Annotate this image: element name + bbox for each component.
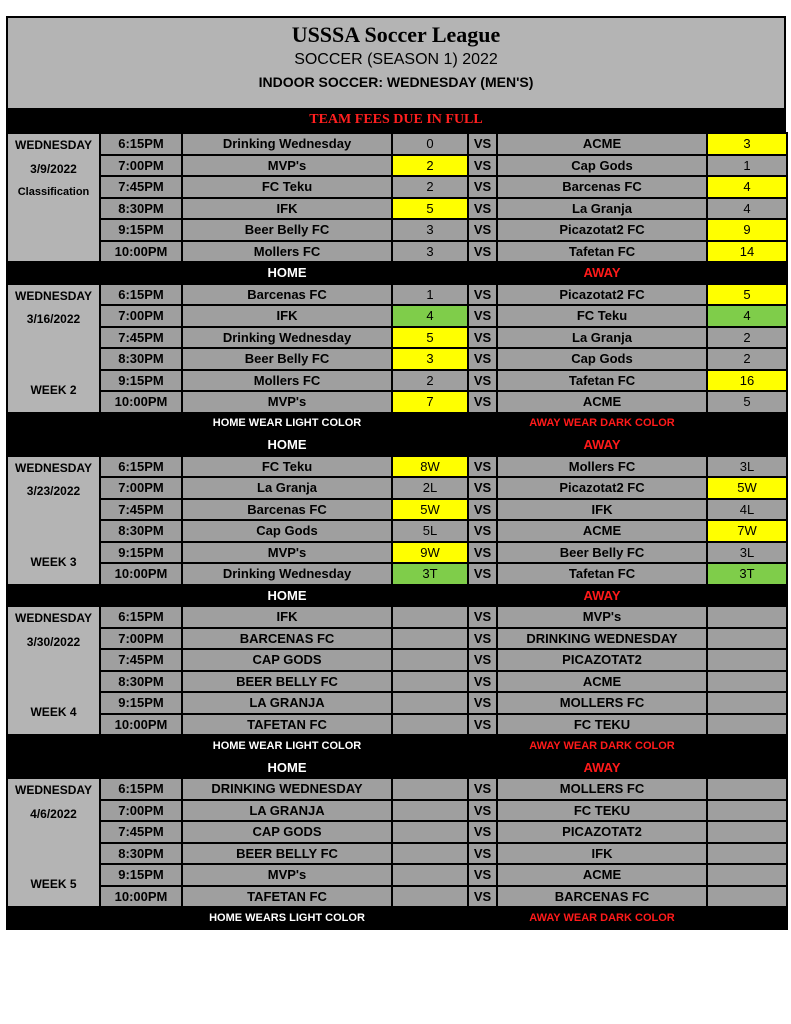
week-date: 4/6/2022 bbox=[30, 806, 77, 821]
week-info bbox=[7, 606, 100, 735]
away-team: ACME bbox=[497, 391, 707, 413]
home-score bbox=[392, 606, 468, 628]
game-time: 10:00PM bbox=[100, 714, 182, 736]
away-score bbox=[707, 606, 787, 628]
away-score: 4 bbox=[707, 198, 787, 220]
game-row bbox=[7, 520, 787, 542]
game-row bbox=[7, 155, 787, 177]
home-team: CAP GODS bbox=[182, 821, 392, 843]
home-score: 0 bbox=[392, 133, 468, 155]
home-score bbox=[392, 800, 468, 822]
away-score: 1 bbox=[707, 155, 787, 177]
versus-label: VS bbox=[468, 778, 497, 800]
home-score: 5L bbox=[392, 520, 468, 542]
versus-label: VS bbox=[468, 606, 497, 628]
away-score bbox=[707, 649, 787, 671]
versus-label: VS bbox=[468, 821, 497, 843]
game-time: 10:00PM bbox=[100, 886, 182, 908]
home-score bbox=[392, 821, 468, 843]
game-time: 7:00PM bbox=[100, 155, 182, 177]
game-row bbox=[7, 649, 787, 671]
home-team: TAFETAN FC bbox=[182, 886, 392, 908]
game-row bbox=[7, 821, 787, 843]
week-day: WEDNESDAY bbox=[15, 783, 92, 797]
spacer bbox=[8, 355, 99, 379]
home-team: MVP's bbox=[182, 155, 392, 177]
separator-row bbox=[7, 735, 787, 757]
game-time: 8:30PM bbox=[100, 520, 182, 542]
game-row bbox=[7, 391, 787, 413]
away-score: 4L bbox=[707, 499, 787, 521]
game-time: 9:15PM bbox=[100, 219, 182, 241]
versus-label: VS bbox=[468, 800, 497, 822]
home-score: 4 bbox=[392, 305, 468, 327]
game-row bbox=[7, 176, 787, 198]
spacer bbox=[8, 654, 99, 678]
away-label: AWAY bbox=[497, 262, 707, 284]
game-row bbox=[7, 542, 787, 564]
away-score: 3 bbox=[707, 133, 787, 155]
away-team: Picazotat2 FC bbox=[497, 477, 707, 499]
game-time: 7:00PM bbox=[100, 477, 182, 499]
home-team: LA GRANJA bbox=[182, 692, 392, 714]
schedule-table bbox=[6, 132, 788, 930]
home-team: Drinking Wednesday bbox=[182, 327, 392, 349]
game-time: 10:00PM bbox=[100, 391, 182, 413]
spacer bbox=[8, 527, 99, 551]
home-score: 3 bbox=[392, 241, 468, 263]
separator-blank bbox=[707, 262, 787, 284]
schedule-header bbox=[6, 16, 786, 108]
game-row bbox=[7, 477, 787, 499]
away-team: Barcenas FC bbox=[497, 176, 707, 198]
versus-label: VS bbox=[468, 714, 497, 736]
versus-label: VS bbox=[468, 305, 497, 327]
spacer bbox=[8, 850, 99, 874]
versus-label: VS bbox=[468, 219, 497, 241]
away-score: 2 bbox=[707, 348, 787, 370]
versus-label: VS bbox=[468, 628, 497, 650]
home-score bbox=[392, 628, 468, 650]
separator-blank bbox=[7, 585, 182, 607]
separator-blank bbox=[707, 434, 787, 456]
game-row bbox=[7, 499, 787, 521]
separator-blank bbox=[392, 413, 497, 435]
home-score bbox=[392, 714, 468, 736]
away-score bbox=[707, 628, 787, 650]
away-team: MVP's bbox=[497, 606, 707, 628]
home-label: HOME bbox=[182, 262, 392, 284]
away-team: Tafetan FC bbox=[497, 370, 707, 392]
home-team: IFK bbox=[182, 305, 392, 327]
home-score: 1 bbox=[392, 284, 468, 306]
game-row bbox=[7, 606, 787, 628]
separator-row bbox=[7, 413, 787, 435]
home-team: Beer Belly FC bbox=[182, 219, 392, 241]
game-time: 7:45PM bbox=[100, 649, 182, 671]
home-team: FC Teku bbox=[182, 456, 392, 478]
separator-blank bbox=[7, 413, 182, 435]
away-score: 5 bbox=[707, 284, 787, 306]
separator-blank bbox=[392, 434, 497, 456]
game-row bbox=[7, 800, 787, 822]
week-day: WEDNESDAY bbox=[15, 288, 92, 303]
away-score: 14 bbox=[707, 241, 787, 263]
home-score: 5 bbox=[392, 327, 468, 349]
home-team: BEER BELLY FC bbox=[182, 843, 392, 865]
separator-blank bbox=[392, 585, 497, 607]
away-score bbox=[707, 821, 787, 843]
away-score: 4 bbox=[707, 305, 787, 327]
spacer bbox=[8, 332, 99, 356]
separator-blank bbox=[7, 907, 182, 929]
home-score: 3T bbox=[392, 563, 468, 585]
separator-blank bbox=[7, 735, 182, 757]
versus-label: VS bbox=[468, 542, 497, 564]
separator-row bbox=[7, 434, 787, 456]
separator-blank bbox=[7, 434, 182, 456]
week-label: WEEK 3 bbox=[30, 554, 77, 569]
game-time: 10:00PM bbox=[100, 563, 182, 585]
game-row bbox=[7, 133, 787, 155]
home-team: Drinking Wednesday bbox=[182, 563, 392, 585]
away-score: 3T bbox=[707, 563, 787, 585]
home-label: HOME bbox=[182, 757, 392, 779]
home-score bbox=[392, 864, 468, 886]
week-info bbox=[7, 456, 100, 585]
game-time: 7:45PM bbox=[100, 176, 182, 198]
versus-label: VS bbox=[468, 391, 497, 413]
game-row bbox=[7, 241, 787, 263]
away-team: FC TEKU bbox=[497, 714, 707, 736]
versus-label: VS bbox=[468, 864, 497, 886]
home-team: TAFETAN FC bbox=[182, 714, 392, 736]
away-team: ACME bbox=[497, 864, 707, 886]
versus-label: VS bbox=[468, 563, 497, 585]
home-label: HOME WEAR LIGHT COLOR bbox=[182, 735, 392, 757]
home-team: FC Teku bbox=[182, 176, 392, 198]
separator-blank bbox=[707, 413, 787, 435]
away-score: 5 bbox=[707, 391, 787, 413]
week-day: WEDNESDAY bbox=[15, 611, 92, 625]
away-team: ACME bbox=[497, 671, 707, 693]
game-time: 6:15PM bbox=[100, 606, 182, 628]
versus-label: VS bbox=[468, 241, 497, 263]
away-score bbox=[707, 714, 787, 736]
away-team: La Granja bbox=[497, 327, 707, 349]
schedule-body bbox=[7, 133, 787, 929]
versus-label: VS bbox=[468, 456, 497, 478]
home-score: 2 bbox=[392, 155, 468, 177]
home-team: IFK bbox=[182, 198, 392, 220]
game-time: 6:15PM bbox=[100, 284, 182, 306]
game-row bbox=[7, 198, 787, 220]
game-time: 9:15PM bbox=[100, 692, 182, 714]
game-time: 8:30PM bbox=[100, 348, 182, 370]
away-label: AWAY bbox=[497, 757, 707, 779]
away-team: Mollers FC bbox=[497, 456, 707, 478]
separator-blank bbox=[707, 735, 787, 757]
home-team: Drinking Wednesday bbox=[182, 133, 392, 155]
away-team: DRINKING WEDNESDAY bbox=[497, 628, 707, 650]
game-time: 7:45PM bbox=[100, 821, 182, 843]
away-score bbox=[707, 671, 787, 693]
game-row bbox=[7, 305, 787, 327]
week-day: WEDNESDAY bbox=[15, 460, 92, 475]
spacer bbox=[8, 678, 99, 702]
separator-blank bbox=[392, 735, 497, 757]
away-team: IFK bbox=[497, 843, 707, 865]
separator-blank bbox=[392, 262, 497, 284]
game-row bbox=[7, 327, 787, 349]
away-team: MOLLERS FC bbox=[497, 692, 707, 714]
away-team: Tafetan FC bbox=[497, 241, 707, 263]
home-team: LA GRANJA bbox=[182, 800, 392, 822]
separator-blank bbox=[7, 757, 182, 779]
away-label: AWAY WEAR DARK COLOR bbox=[497, 735, 707, 757]
home-team: Cap Gods bbox=[182, 520, 392, 542]
week-date: 3/16/2022 bbox=[26, 312, 81, 326]
away-team: Picazotat2 FC bbox=[497, 219, 707, 241]
week-info bbox=[7, 778, 100, 907]
separator-row bbox=[7, 907, 787, 929]
versus-label: VS bbox=[468, 477, 497, 499]
away-score: 9 bbox=[707, 219, 787, 241]
home-score bbox=[392, 692, 468, 714]
away-team: FC Teku bbox=[497, 305, 707, 327]
away-score: 7W bbox=[707, 520, 787, 542]
separator-row bbox=[7, 585, 787, 607]
versus-label: VS bbox=[468, 198, 497, 220]
separator-blank bbox=[707, 585, 787, 607]
game-time: 9:15PM bbox=[100, 370, 182, 392]
week-info bbox=[7, 284, 100, 413]
home-score: 3 bbox=[392, 348, 468, 370]
game-time: 7:00PM bbox=[100, 305, 182, 327]
game-row bbox=[7, 886, 787, 908]
game-time: 8:30PM bbox=[100, 198, 182, 220]
separator-row bbox=[7, 262, 787, 284]
away-team: IFK bbox=[497, 499, 707, 521]
away-score: 3L bbox=[707, 542, 787, 564]
away-team: Cap Gods bbox=[497, 348, 707, 370]
home-team: Beer Belly FC bbox=[182, 348, 392, 370]
versus-label: VS bbox=[468, 155, 497, 177]
away-score: 5W bbox=[707, 477, 787, 499]
away-team: ACME bbox=[497, 520, 707, 542]
game-row bbox=[7, 714, 787, 736]
game-time: 9:15PM bbox=[100, 864, 182, 886]
away-team: Picazotat2 FC bbox=[497, 284, 707, 306]
home-score: 9W bbox=[392, 542, 468, 564]
game-time: 6:15PM bbox=[100, 778, 182, 800]
away-team: MOLLERS FC bbox=[497, 778, 707, 800]
game-row bbox=[7, 370, 787, 392]
home-score: 8W bbox=[392, 456, 468, 478]
away-score bbox=[707, 692, 787, 714]
game-time: 6:15PM bbox=[100, 456, 182, 478]
away-score bbox=[707, 800, 787, 822]
schedule-sheet bbox=[6, 16, 786, 930]
versus-label: VS bbox=[468, 370, 497, 392]
home-label: HOME bbox=[182, 434, 392, 456]
home-label: HOME WEARS LIGHT COLOR bbox=[182, 907, 392, 929]
game-row bbox=[7, 843, 787, 865]
home-team: BEER BELLY FC bbox=[182, 671, 392, 693]
league-title: USSSA Soccer League bbox=[291, 22, 501, 47]
game-time: 7:00PM bbox=[100, 628, 182, 650]
versus-label: VS bbox=[468, 671, 497, 693]
game-row bbox=[7, 456, 787, 478]
away-team: Beer Belly FC bbox=[497, 542, 707, 564]
week-label: WEEK 4 bbox=[30, 705, 77, 719]
game-time: 6:15PM bbox=[100, 133, 182, 155]
spacer bbox=[8, 504, 99, 528]
game-row bbox=[7, 692, 787, 714]
game-row bbox=[7, 778, 787, 800]
week-info bbox=[7, 133, 100, 262]
away-label: AWAY bbox=[497, 434, 707, 456]
home-team: MVP's bbox=[182, 542, 392, 564]
division-title: INDOOR SOCCER: WEDNESDAY (MEN'S) bbox=[258, 74, 534, 90]
home-team: Mollers FC bbox=[182, 241, 392, 263]
week-label: WEEK 5 bbox=[30, 877, 77, 891]
versus-label: VS bbox=[468, 649, 497, 671]
week-label: Classification bbox=[17, 186, 90, 198]
away-score: 2 bbox=[707, 327, 787, 349]
spacer bbox=[8, 826, 99, 850]
separator-blank bbox=[392, 757, 497, 779]
home-team: Barcenas FC bbox=[182, 284, 392, 306]
versus-label: VS bbox=[468, 348, 497, 370]
home-team: MVP's bbox=[182, 864, 392, 886]
away-team: FC TEKU bbox=[497, 800, 707, 822]
away-team: PICAZOTAT2 bbox=[497, 649, 707, 671]
home-score bbox=[392, 843, 468, 865]
away-score: 3L bbox=[707, 456, 787, 478]
separator-blank bbox=[707, 757, 787, 779]
home-team: IFK bbox=[182, 606, 392, 628]
week-day: WEDNESDAY bbox=[15, 138, 92, 152]
game-row bbox=[7, 563, 787, 585]
home-score: 2L bbox=[392, 477, 468, 499]
fees-notice: TEAM FEES DUE IN FULL bbox=[6, 108, 786, 132]
season-title: SOCCER (SEASON 1) 2022 bbox=[294, 51, 498, 68]
home-team: Mollers FC bbox=[182, 370, 392, 392]
game-time: 7:45PM bbox=[100, 499, 182, 521]
versus-label: VS bbox=[468, 176, 497, 198]
game-time: 10:00PM bbox=[100, 241, 182, 263]
versus-label: VS bbox=[468, 886, 497, 908]
home-score bbox=[392, 671, 468, 693]
week-date: 3/9/2022 bbox=[30, 161, 77, 176]
away-team: BARCENAS FC bbox=[497, 886, 707, 908]
away-score bbox=[707, 843, 787, 865]
game-row bbox=[7, 864, 787, 886]
separator-blank bbox=[392, 907, 497, 929]
game-row bbox=[7, 671, 787, 693]
separator-row bbox=[7, 757, 787, 779]
game-row bbox=[7, 348, 787, 370]
home-label: HOME WEAR LIGHT COLOR bbox=[182, 413, 392, 435]
away-team: ACME bbox=[497, 133, 707, 155]
away-score bbox=[707, 864, 787, 886]
game-row bbox=[7, 628, 787, 650]
away-score bbox=[707, 778, 787, 800]
home-score: 5W bbox=[392, 499, 468, 521]
home-team: MVP's bbox=[182, 391, 392, 413]
game-row bbox=[7, 284, 787, 306]
away-score: 16 bbox=[707, 370, 787, 392]
home-score bbox=[392, 778, 468, 800]
home-score bbox=[392, 886, 468, 908]
versus-label: VS bbox=[468, 520, 497, 542]
home-team: CAP GODS bbox=[182, 649, 392, 671]
versus-label: VS bbox=[468, 499, 497, 521]
home-score: 5 bbox=[392, 198, 468, 220]
home-team: DRINKING WEDNESDAY bbox=[182, 778, 392, 800]
game-time: 7:45PM bbox=[100, 327, 182, 349]
week-date: 3/30/2022 bbox=[26, 634, 81, 649]
away-team: Cap Gods bbox=[497, 155, 707, 177]
game-time: 8:30PM bbox=[100, 671, 182, 693]
away-label: AWAY WEAR DARK COLOR bbox=[497, 413, 707, 435]
home-label: HOME bbox=[182, 585, 392, 607]
versus-label: VS bbox=[468, 284, 497, 306]
home-score: 2 bbox=[392, 176, 468, 198]
home-team: Barcenas FC bbox=[182, 499, 392, 521]
separator-blank bbox=[707, 907, 787, 929]
away-team: Tafetan FC bbox=[497, 563, 707, 585]
home-team: La Granja bbox=[182, 477, 392, 499]
home-score: 3 bbox=[392, 219, 468, 241]
game-time: 7:00PM bbox=[100, 800, 182, 822]
away-score: 4 bbox=[707, 176, 787, 198]
week-label: WEEK 2 bbox=[30, 382, 77, 397]
separator-blank bbox=[7, 262, 182, 284]
away-score bbox=[707, 886, 787, 908]
home-score bbox=[392, 649, 468, 671]
home-team: BARCENAS FC bbox=[182, 628, 392, 650]
versus-label: VS bbox=[468, 692, 497, 714]
away-label: AWAY bbox=[497, 585, 707, 607]
versus-label: VS bbox=[468, 843, 497, 865]
versus-label: VS bbox=[468, 327, 497, 349]
home-score: 2 bbox=[392, 370, 468, 392]
game-row bbox=[7, 219, 787, 241]
away-team: La Granja bbox=[497, 198, 707, 220]
away-team: PICAZOTAT2 bbox=[497, 821, 707, 843]
game-time: 8:30PM bbox=[100, 843, 182, 865]
versus-label: VS bbox=[468, 133, 497, 155]
home-score: 7 bbox=[392, 391, 468, 413]
away-label: AWAY WEAR DARK COLOR bbox=[497, 907, 707, 929]
week-date: 3/23/2022 bbox=[26, 484, 81, 498]
game-time: 9:15PM bbox=[100, 542, 182, 564]
